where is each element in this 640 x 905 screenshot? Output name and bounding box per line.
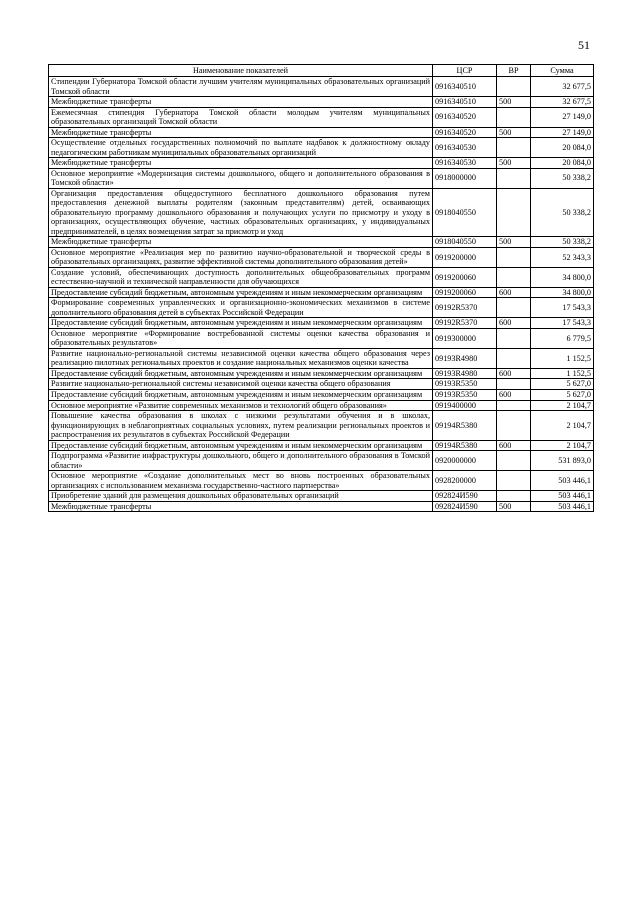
cell-vr: [497, 107, 531, 127]
cell-sum: 17 543,3: [531, 298, 594, 318]
cell-csr: 09192R5370: [433, 298, 497, 318]
cell-vr: 500: [497, 501, 531, 512]
cell-name: Основное мероприятие «Развитие современных механизмов и технологий общего образования»: [49, 400, 433, 411]
header-vr: ВР: [497, 65, 531, 77]
cell-csr: 092824И590: [433, 501, 497, 512]
cell-vr: 600: [497, 287, 531, 298]
cell-sum: 5 627,0: [531, 389, 594, 400]
table-row: [49, 501, 594, 512]
table-row: [49, 107, 594, 127]
cell-name: Основное мероприятие «Формирование востребованной системы оценки качества образования и образовательных результатов»: [49, 328, 433, 348]
table-row: [49, 328, 594, 348]
cell-csr: 0919200000: [433, 247, 497, 267]
cell-csr: 092824И590: [433, 491, 497, 502]
table-row: [49, 400, 594, 411]
table-row: [49, 188, 594, 237]
cell-csr: 0918000000: [433, 168, 497, 188]
cell-sum: 20 084,0: [531, 158, 594, 169]
cell-vr: [497, 471, 531, 491]
cell-vr: 600: [497, 440, 531, 451]
cell-sum: 20 084,0: [531, 138, 594, 158]
cell-vr: 500: [497, 158, 531, 169]
cell-csr: 0920000000: [433, 451, 497, 471]
table-row: [49, 379, 594, 390]
cell-name: Организация предоставления общедоступного бесплатного дошкольного образования путем предоставления денежной выплаты родителям (законным представителям) детей, осваивающих образовательную программу дошкольного образования и получающих услуги по присмотру и уходу в организациях, осуществляющих обучение, частных образовательных организациях, у индивидуальных предпринимателей, в целях возмещения затрат за присмотр и уход: [49, 188, 433, 237]
page-number: 51: [578, 38, 590, 52]
table-row: [49, 287, 594, 298]
table-row: [49, 348, 594, 368]
cell-sum: 5 627,0: [531, 379, 594, 390]
table-row: [49, 237, 594, 248]
cell-csr: 0916340530: [433, 158, 497, 169]
cell-sum: 503 446,1: [531, 471, 594, 491]
table-row: [49, 368, 594, 379]
cell-csr: 0916340510: [433, 77, 497, 97]
cell-csr: 0919300000: [433, 328, 497, 348]
cell-vr: 500: [497, 237, 531, 248]
cell-csr: 09193R4980: [433, 348, 497, 368]
cell-csr: 0928200000: [433, 471, 497, 491]
table-row: [49, 97, 594, 108]
cell-sum: 6 779,5: [531, 328, 594, 348]
table-row: [49, 127, 594, 138]
table-row: [49, 298, 594, 318]
cell-sum: 50 338,2: [531, 237, 594, 248]
cell-sum: 1 152,5: [531, 348, 594, 368]
cell-sum: 50 338,2: [531, 188, 594, 237]
cell-name: Предоставление субсидий бюджетным, автономным учреждениям и иным некоммерческим организациям: [49, 287, 433, 298]
cell-vr: [497, 411, 531, 441]
cell-name: Приобретение зданий для размещения дошкольных образовательных организаций: [49, 491, 433, 502]
cell-csr: 0919400000: [433, 400, 497, 411]
cell-vr: 600: [497, 318, 531, 329]
cell-vr: [497, 348, 531, 368]
cell-sum: 50 338,2: [531, 168, 594, 188]
cell-vr: 500: [497, 97, 531, 108]
cell-name: Предоставление субсидий бюджетным, автономным учреждениям и иным некоммерческим организациям: [49, 368, 433, 379]
cell-vr: [497, 77, 531, 97]
cell-sum: 503 446,1: [531, 501, 594, 512]
cell-vr: 600: [497, 389, 531, 400]
cell-name: Основное мероприятие «Модернизация системы дошкольного, общего и дополнительного образования в Томской области»: [49, 168, 433, 188]
cell-vr: [497, 451, 531, 471]
cell-name: Развитие национально-региональной системы независимой оценки качества общего образования: [49, 379, 433, 390]
header-csr: ЦСР: [433, 65, 497, 77]
cell-sum: 2 104,7: [531, 400, 594, 411]
cell-vr: [497, 379, 531, 390]
cell-vr: [497, 188, 531, 237]
table-row: [49, 318, 594, 329]
cell-vr: [497, 298, 531, 318]
cell-csr: 0916340520: [433, 127, 497, 138]
table-header-row: [49, 65, 594, 77]
cell-vr: [497, 138, 531, 158]
cell-name: Межбюджетные трансферты: [49, 237, 433, 248]
cell-csr: 0916340520: [433, 107, 497, 127]
table-row: [49, 168, 594, 188]
cell-name: Подпрограмма «Развитие инфраструктуры дошкольного, общего и дополнительного образования в Томской области»: [49, 451, 433, 471]
cell-vr: [497, 168, 531, 188]
cell-name: Межбюджетные трансферты: [49, 501, 433, 512]
cell-sum: 503 446,1: [531, 491, 594, 502]
cell-sum: 2 104,7: [531, 440, 594, 451]
cell-csr: 09193R5350: [433, 389, 497, 400]
cell-name: Основное мероприятие «Реализация мер по развитию научно-образовательной и творческой среды в образовательных организациях, развитие эффективной системы дополнительного образования детей»: [49, 247, 433, 267]
cell-csr: 09194R5380: [433, 440, 497, 451]
cell-name: Предоставление субсидий бюджетным, автономным учреждениям и иным некоммерческим организациям: [49, 318, 433, 329]
cell-sum: 32 677,5: [531, 77, 594, 97]
table-row: [49, 440, 594, 451]
cell-name: Межбюджетные трансферты: [49, 158, 433, 169]
cell-vr: 600: [497, 368, 531, 379]
cell-sum: 27 149,0: [531, 127, 594, 138]
cell-vr: [497, 400, 531, 411]
table-row: [49, 491, 594, 502]
table-row: [49, 389, 594, 400]
cell-vr: [497, 267, 531, 287]
cell-csr: 0918040550: [433, 237, 497, 248]
cell-vr: [497, 247, 531, 267]
cell-name: Осуществление отдельных государственных полномочий по выплате надбавок к должностному окладу педагогическим работникам муниципальных образовательных организаций: [49, 138, 433, 158]
cell-sum: 17 543,3: [531, 318, 594, 329]
cell-csr: 0918040550: [433, 188, 497, 237]
cell-sum: 32 677,5: [531, 97, 594, 108]
cell-vr: [497, 328, 531, 348]
budget-table: [48, 64, 594, 512]
cell-name: Создание условий, обеспечивающих доступность дополнительных общеобразовательных программ естественно-научной и технической направленности для обучающихся: [49, 267, 433, 287]
table-row: [49, 158, 594, 169]
cell-csr: 0919200060: [433, 287, 497, 298]
cell-sum: 34 800,0: [531, 267, 594, 287]
cell-sum: 1 152,5: [531, 368, 594, 379]
header-sum: Сумма: [531, 65, 594, 77]
cell-sum: 52 343,3: [531, 247, 594, 267]
cell-name: Формирование современных управленческих и организационно-экономических механизмов в системе дополнительного образования детей в субъектах Российской Федерации: [49, 298, 433, 318]
cell-name: Основное мероприятие «Создание дополнительных мест во вновь построенных образовательных организациях с использованием механизма государственно-частного партнерства»: [49, 471, 433, 491]
cell-sum: 34 800,0: [531, 287, 594, 298]
table-row: [49, 471, 594, 491]
cell-vr: 500: [497, 127, 531, 138]
cell-csr: 09193R4980: [433, 368, 497, 379]
cell-name: Предоставление субсидий бюджетным, автономным учреждениям и иным некоммерческим организациям: [49, 440, 433, 451]
cell-csr: 0916340510: [433, 97, 497, 108]
table-row: [49, 267, 594, 287]
cell-vr: [497, 491, 531, 502]
header-name: Наименование показателей: [49, 65, 433, 77]
table-row: [49, 138, 594, 158]
cell-csr: 0919200060: [433, 267, 497, 287]
cell-name: Ежемесячная стипендия Губернатора Томской области молодым учителям муниципальных образовательных организаций Томской области: [49, 107, 433, 127]
cell-csr: 09193R5350: [433, 379, 497, 390]
cell-name: Повышение качества образования в школах с низкими результатами обучения и в школах, функционирующих в неблагоприятных социальных условиях, путем реализации региональных проектов и распространения их результатов в субъектах Российской Федерации: [49, 411, 433, 441]
cell-name: Межбюджетные трансферты: [49, 127, 433, 138]
table-row: [49, 411, 594, 441]
cell-csr: 09192R5370: [433, 318, 497, 329]
cell-csr: 09194R5380: [433, 411, 497, 441]
table-row: [49, 247, 594, 267]
cell-sum: 531 893,0: [531, 451, 594, 471]
cell-sum: 27 149,0: [531, 107, 594, 127]
table-row: [49, 77, 594, 97]
cell-name: Развитие национально-региональной системы независимой оценки качества общего образования через реализацию пилотных региональных проектов и создание национальных механизмов оценки качества: [49, 348, 433, 368]
table-row: [49, 451, 594, 471]
cell-name: Стипендии Губернатора Томской области лучшим учителям муниципальных образовательных организаций Томской области: [49, 77, 433, 97]
cell-name: Межбюджетные трансферты: [49, 97, 433, 108]
cell-csr: 0916340530: [433, 138, 497, 158]
cell-name: Предоставление субсидий бюджетным, автономным учреждениям и иным некоммерческим организациям: [49, 389, 433, 400]
cell-sum: 2 104,7: [531, 411, 594, 441]
